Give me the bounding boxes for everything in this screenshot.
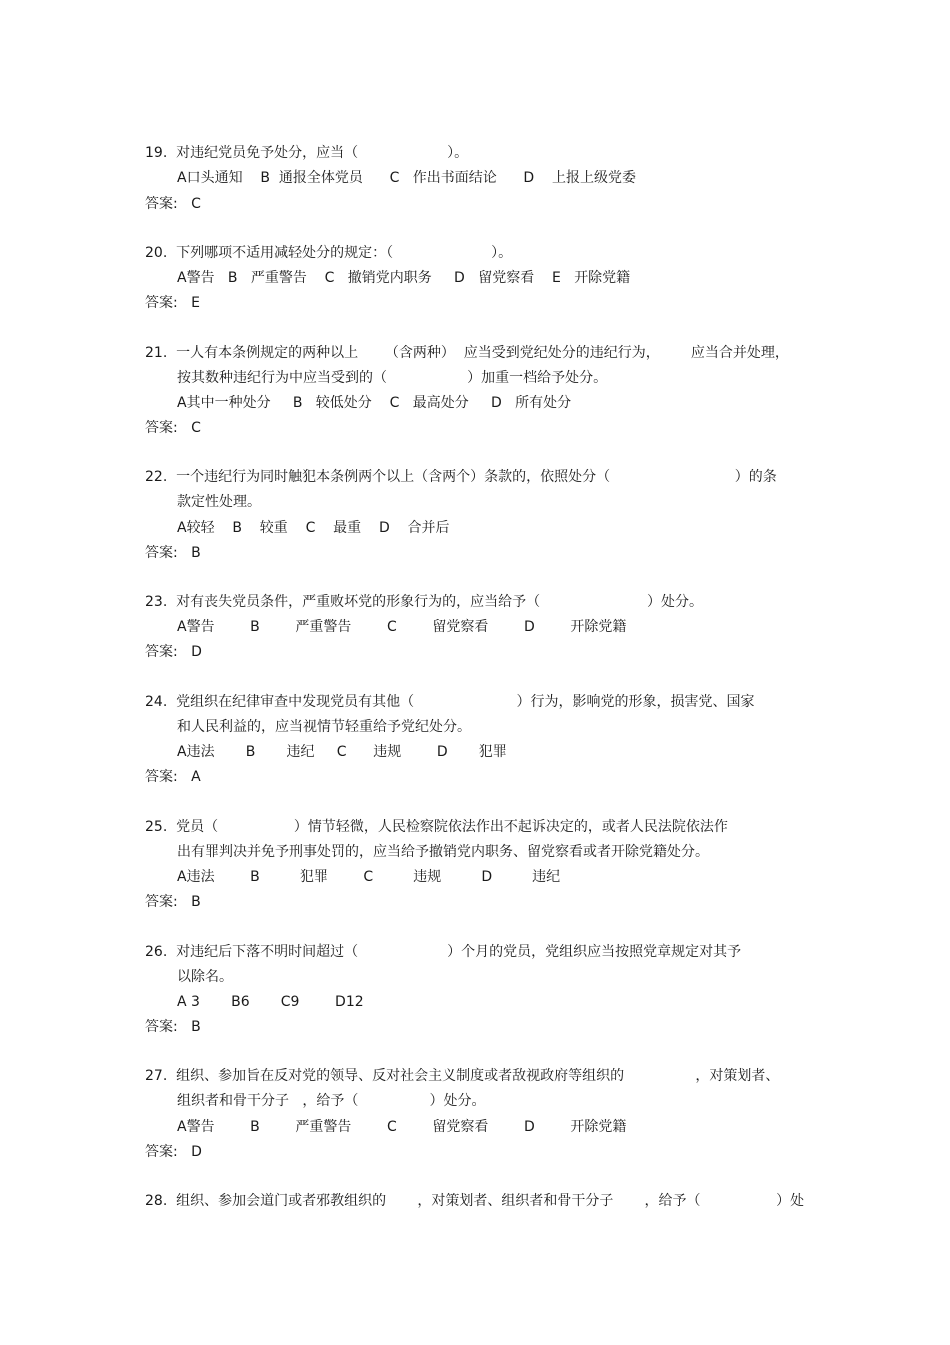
question-20-options: A警告 B 严重警告 C 撤销党内职务 D 留党察看 E 开除党籍 <box>177 270 631 286</box>
question-27-answer: 答案: D <box>145 1144 202 1160</box>
question-27-options: A警告 B 严重警告 C 留党察看 D 开除党籍 <box>177 1119 627 1135</box>
question-25-continued: 出有罪判决并免予刑事处罚的，应当给予撤销党内职务、留党察看或者开除党籍处分。 <box>177 844 709 860</box>
question-24-answer: 答案: A <box>145 769 201 785</box>
question-19-options: A口头通知 B 通报全体党员 C 作出书面结论 D 上报上级党委 <box>177 170 636 186</box>
question-19: 19. 对违纪党员免予处分，应当（ ）。 <box>145 145 469 161</box>
question-25-answer: 答案: B <box>145 894 201 910</box>
question-22-answer: 答案: B <box>145 545 201 561</box>
question-21-options: A其中一种处分 B 较低处分 C 最高处分 D 所有处分 <box>177 395 572 411</box>
question-25-options: A违法 B 犯罪 C 违规 D 违纪 <box>177 869 561 885</box>
question-22: 22. 一个违纪行为同时触犯本条例两个以上（含两个）条款的，依照处分（ ）的条 <box>145 469 777 485</box>
question-27: 27. 组织、参加旨在反对党的领导、反对社会主义制度或者敌视政府等组织的 ，对策划者、 <box>145 1068 780 1084</box>
question-23: 23. 对有丧失党员条件，严重败坏党的形象行为的，应当给予（ ）处分。 <box>145 594 703 610</box>
question-21-answer: 答案: C <box>145 420 201 436</box>
question-20-answer: 答案: E <box>145 295 200 311</box>
question-19-answer: 答案: C <box>145 196 201 212</box>
question-23-options: A警告 B 严重警告 C 留党察看 D 开除党籍 <box>177 619 627 635</box>
question-26: 26. 对违纪后下落不明时间超过（ ）个月的党员，党组织应当按照党章规定对其予 <box>145 944 742 960</box>
question-24: 24. 党组织在纪律审查中发现党员有其他（ ）行为，影响党的形象，损害党、国家 <box>145 694 755 710</box>
question-21-continued: 按其数种违纪行为中应当受到的（ ）加重一档给予处分。 <box>177 370 608 386</box>
question-26-options: A 3 B6 C9 D12 <box>177 994 364 1010</box>
question-20: 20. 下列哪项不适用减轻处分的规定：（ ）。 <box>145 245 513 261</box>
question-22-continued: 款定性处理。 <box>177 494 261 510</box>
question-25: 25. 党员（ ）情节轻微，人民检察院依法作出不起诉决定的，或者人民法院依法作 <box>145 819 728 835</box>
question-26-continued: 以除名。 <box>177 969 233 985</box>
question-24-options: A违法 B 违纪 C 违规 D 犯罪 <box>177 744 507 760</box>
question-28: 28. 组织、参加会道门或者邪教组织的 ，对策划者、组织者和骨干分子 ，给予（ ）处 <box>145 1193 805 1209</box>
question-24-continued: 和人民利益的，应当视情节轻重给予党纪处分。 <box>177 719 471 735</box>
question-21: 21. 一人有本条例规定的两种以上 （含两种） 应当受到党纪处分的违纪行为， 应当合并处理， <box>145 345 789 361</box>
question-22-options: A较轻 B 较重 C 最重 D 合并后 <box>177 520 450 536</box>
question-26-answer: 答案: B <box>145 1019 201 1035</box>
question-23-answer: 答案: D <box>145 644 202 660</box>
question-27-continued: 组织者和骨干分子 ，给予（ ）处分。 <box>177 1093 486 1109</box>
